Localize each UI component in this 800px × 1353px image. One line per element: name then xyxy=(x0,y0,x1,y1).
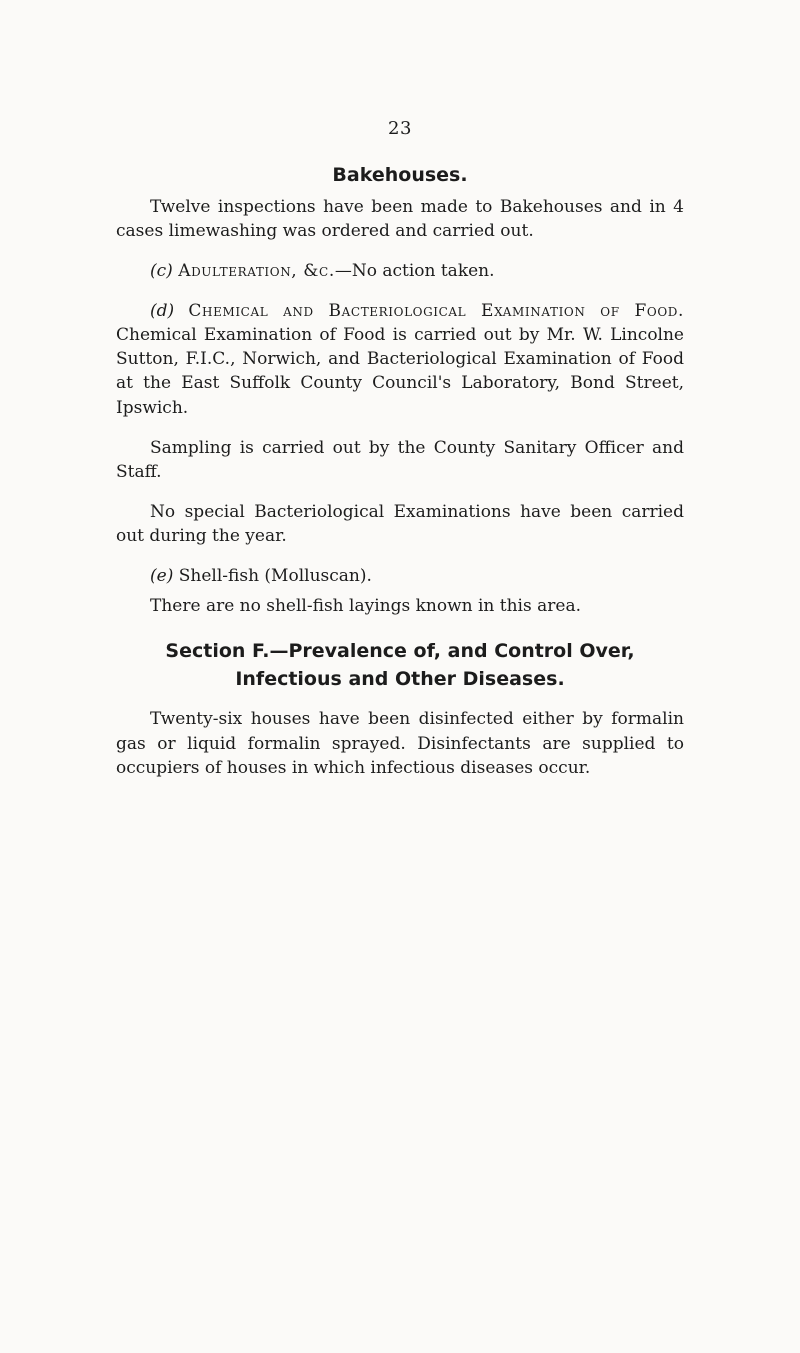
page-number: 23 xyxy=(388,118,412,139)
adulteration-text: —No action taken. xyxy=(334,260,495,281)
special-examinations-paragraph: No special Bacteriological Examinations have been carried out during the year. xyxy=(116,501,684,547)
chemical-text: Chemical Examination of Food is carried out by Mr. W. Lincolne Sutton, F.I.C., Norwich, and Bacteriological Examination of Food at the East Suffolk County Council's Laboratory, Bond Street, Ipswich. xyxy=(116,325,684,418)
sampling-paragraph: Sampling is carried out by the County Sanitary Officer and Staff. xyxy=(116,437,684,482)
section-f-paragraph: Twenty-six houses have been disinfected either by formalin gas or liquid formalin sprayed. Disinfectants are supplied to occupiers of houses in which infectious diseases occur. xyxy=(116,709,684,778)
bakehouses-heading: Bakehouses. xyxy=(332,164,468,186)
adulteration-title: Adulteration, &c. xyxy=(178,260,335,281)
chemical-paragraph xyxy=(116,299,684,420)
bakehouses-paragraph: Twelve inspections have been made to Bakehouses and in 4 cases limewashing was ordered and carried out. xyxy=(116,196,684,241)
chemical-title: Chemical and Bacteriological Examination of Food. xyxy=(188,301,685,322)
shellfish-heading-line xyxy=(116,564,684,588)
section-f-heading: Section F.—Prevalence of, and Control Over, Infectious and Other Diseases. xyxy=(165,640,635,690)
shellfish-label: (e) xyxy=(150,566,174,587)
shellfish-title: Shell-fish (Molluscan). xyxy=(178,566,372,587)
adulteration-label: (c) xyxy=(150,260,173,281)
adulteration-paragraph xyxy=(116,259,684,283)
shellfish-paragraph: There are no shell-fish layings known in this area. xyxy=(150,596,581,617)
chemical-label: (d) xyxy=(150,301,175,322)
